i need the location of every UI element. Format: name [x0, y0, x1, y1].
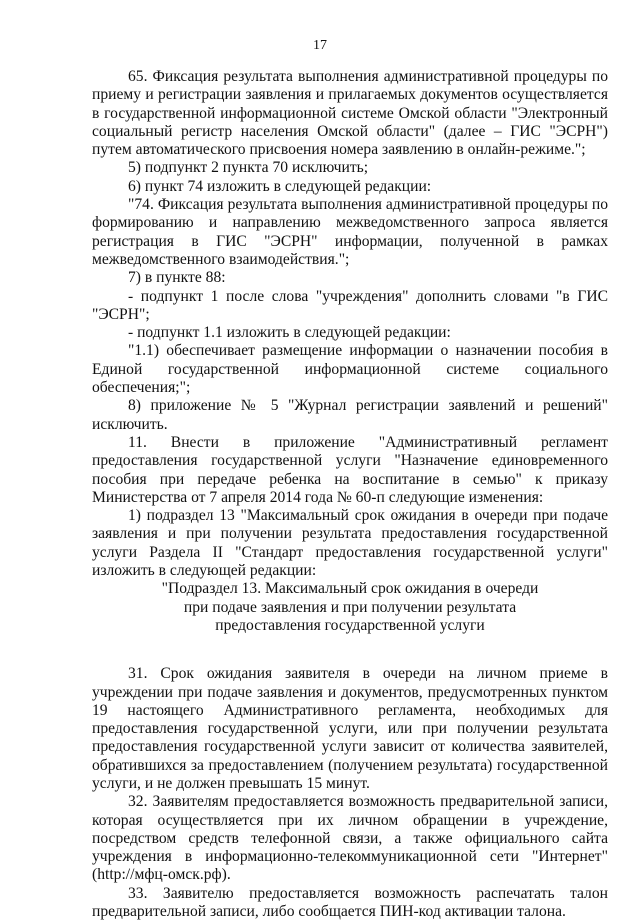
paragraph-subitem-1: - подпункт 1 после слова "учреждения" дополнить словами "в ГИС "ЭСРН"; — [92, 287, 608, 323]
paragraph-item-7: 7) в пункте 88: — [128, 269, 226, 287]
spacer — [92, 635, 608, 665]
paragraph-item-8: 8) приложение № 5 "Журнал регистрации заявлений и решений" исключить. — [92, 397, 608, 433]
paragraph-33: 33. Заявителю предоставляется возможность распечатать талон предварительной записи, либо сообщается ПИН-код активации талона. — [92, 884, 608, 921]
page-number: 17 — [313, 38, 327, 53]
paragraph-item-6: 6) пункт 74 изложить в следующей редакции: — [128, 177, 432, 195]
paragraph-74: "74. Фиксация результата выполнения административной процедуры по формированию и направлению межведомственного запроса является регистрация в ГИС "ЭСРН" информации, полученной в рамках межведомственного взаимодействия."; — [92, 196, 608, 268]
subsection-heading-line-1: "Подраздел 13. Максимальный срок ожидания в очереди — [161, 580, 539, 598]
paragraph-32: 32. Заявителям предоставляется возможность предварительной записи, которая осуществляется при их личном обращении в учреждение, посредством средств телефонной связи, а также официального сайта учреждения в информационно-телекоммуникационной сети "Интернет" (http://мфц-омск.рф). — [92, 793, 608, 884]
document-body — [92, 68, 608, 921]
paragraph-65: 65. Фиксация результата выполнения административной процедуры по приему и регистрации заявления и прилагаемых документов осуществляется в государственной информационной системе Омской области "Электронный социальный регистр населения Омской области" (далее – ГИС "ЭСРН") путем автоматического присвоения номера заявлению в онлайн-режиме."; — [92, 68, 608, 159]
paragraph-31: 31. Срок ожидания заявителя в очереди на личном приеме в учреждении при подаче заявления и документов, предусмотренных пунктом 19 настоящего Административного регламента, необходимых для предоставления государственной услуги, или при получении результата предоставления государственной услуги зависит от количества заявителей, обратившихся за предоставлением (получением результата) государственной услуги, и не должен превышать 15 минут. — [92, 665, 608, 792]
paragraph-1-1-text: "1.1) обеспечивает размещение информации о назначении пособия в Единой государственной информационной системе социального обеспечения;"; — [92, 342, 608, 397]
paragraph-subsection-13: 1) подраздел 13 "Максимальный срок ожидания в очереди при подаче заявления и при получении результата предоставления государственной услуги Раздела II "Стандарт предоставления государственной услуги" изложить в следующей редакции: — [92, 507, 608, 580]
subsection-heading-line-3: предоставления государственной услуги — [215, 616, 485, 634]
subsection-heading-line-2: при подаче заявления и при получении результата — [183, 598, 517, 616]
paragraph-11: 11. Внести в приложение "Административный регламент предоставления государственной услуги "Назначение единовременного пособия при передаче ребенка на воспитание в семью" к приказу Министерства от 7 апреля 2014 года № 60-п следующие изменения: — [92, 433, 608, 506]
paragraph-item-5: 5) подпункт 2 пункта 70 исключить; — [128, 159, 369, 177]
paragraph-subitem-1-1: - подпункт 1.1 изложить в следующей редакции: — [128, 324, 451, 342]
